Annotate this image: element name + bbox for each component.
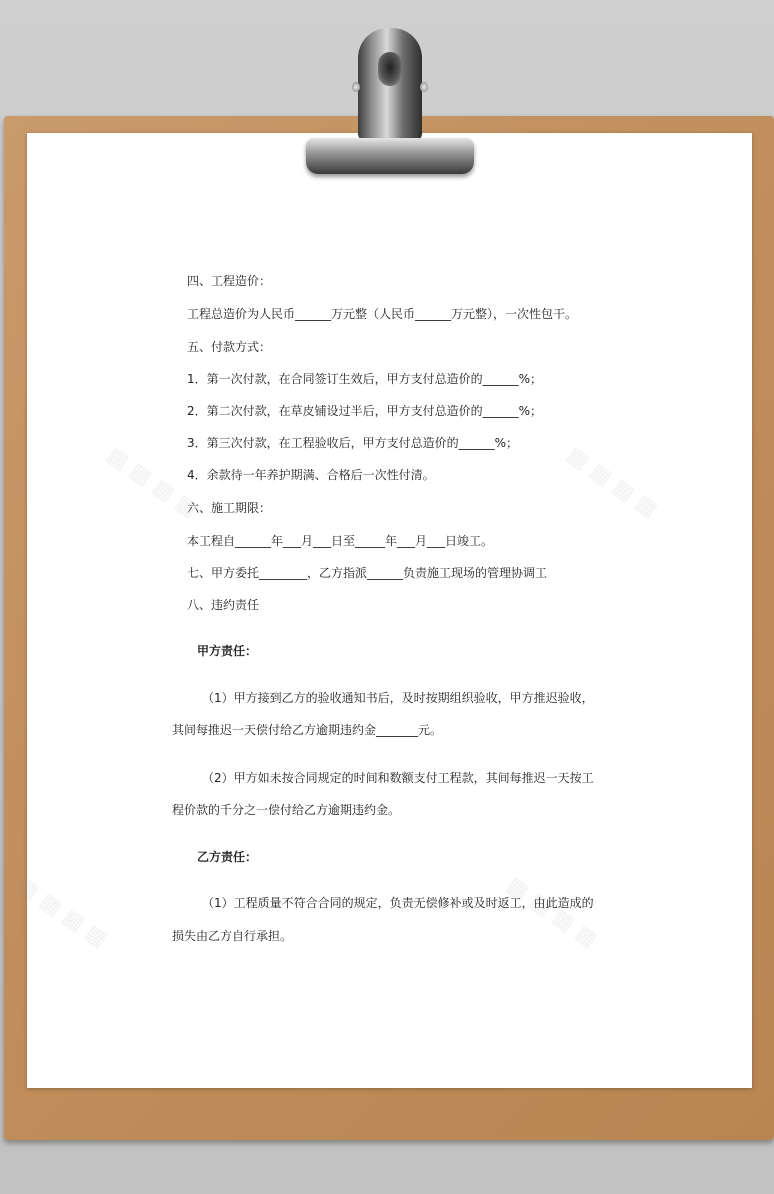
clip-bar bbox=[306, 138, 474, 174]
watermark: ▦ ▦ ▦ ▦ bbox=[562, 442, 662, 523]
contract-line: 损失由乙方自行承担。 bbox=[172, 929, 293, 943]
section-heading-5: 五、付款方式： bbox=[187, 340, 272, 354]
contract-line: 本工程自______年___月___日至_____年___月___日竣工。 bbox=[187, 534, 494, 548]
contract-line: 4．余款待一年养护期满、合格后一次性付清。 bbox=[187, 468, 435, 482]
party-b-heading: 乙方责任： bbox=[197, 850, 258, 864]
contract-line: （2）甲方如未按合同规定的时间和数额支付工程款，其间每推迟一天按工 bbox=[202, 771, 594, 785]
section-heading-7: 七、甲方委托________，乙方指派______负责施工现场的管理协调工 bbox=[187, 566, 548, 580]
watermark: ▦ ▦ ▦ ▦ bbox=[12, 872, 112, 953]
contract-line: 程价款的千分之一偿付给乙方逾期违约金。 bbox=[172, 803, 401, 817]
contract-line: （1）甲方接到乙方的验收通知书后，及时按期组织验收，甲方推迟验收， bbox=[202, 691, 594, 705]
section-heading-4: 四、工程造价： bbox=[187, 274, 272, 288]
clip-rivet-left bbox=[352, 82, 360, 92]
clip-rivet-right bbox=[420, 82, 428, 92]
contract-line: 1．第一次付款，在合同签订生效后，甲方支付总造价的______%； bbox=[187, 372, 543, 386]
party-a-heading: 甲方责任： bbox=[197, 644, 258, 658]
clip-hole bbox=[378, 52, 402, 86]
contract-line: 2．第二次付款，在草皮铺设过半后，甲方支付总造价的______%； bbox=[187, 404, 543, 418]
watermark: ▦ ▦ ▦ ▦ bbox=[102, 442, 202, 523]
contract-line: （1）工程质量不符合合同的规定，负责无偿修补或及时返工，由此造成的 bbox=[202, 896, 594, 910]
contract-line: 其间每推迟一天偿付给乙方逾期违约金_______元。 bbox=[172, 723, 443, 737]
section-heading-6: 六、施工期限： bbox=[187, 501, 272, 515]
contract-line: 工程总造价为人民币______万元整（人民币______万元整），一次性包干。 bbox=[187, 307, 578, 321]
section-heading-8: 八、违约责任 bbox=[187, 598, 260, 612]
contract-line: 3．第三次付款，在工程验收后，甲方支付总造价的______%； bbox=[187, 436, 519, 450]
paper-sheet bbox=[27, 133, 752, 1088]
watermark: ▦ ▦ ▦ ▦ bbox=[502, 872, 602, 953]
